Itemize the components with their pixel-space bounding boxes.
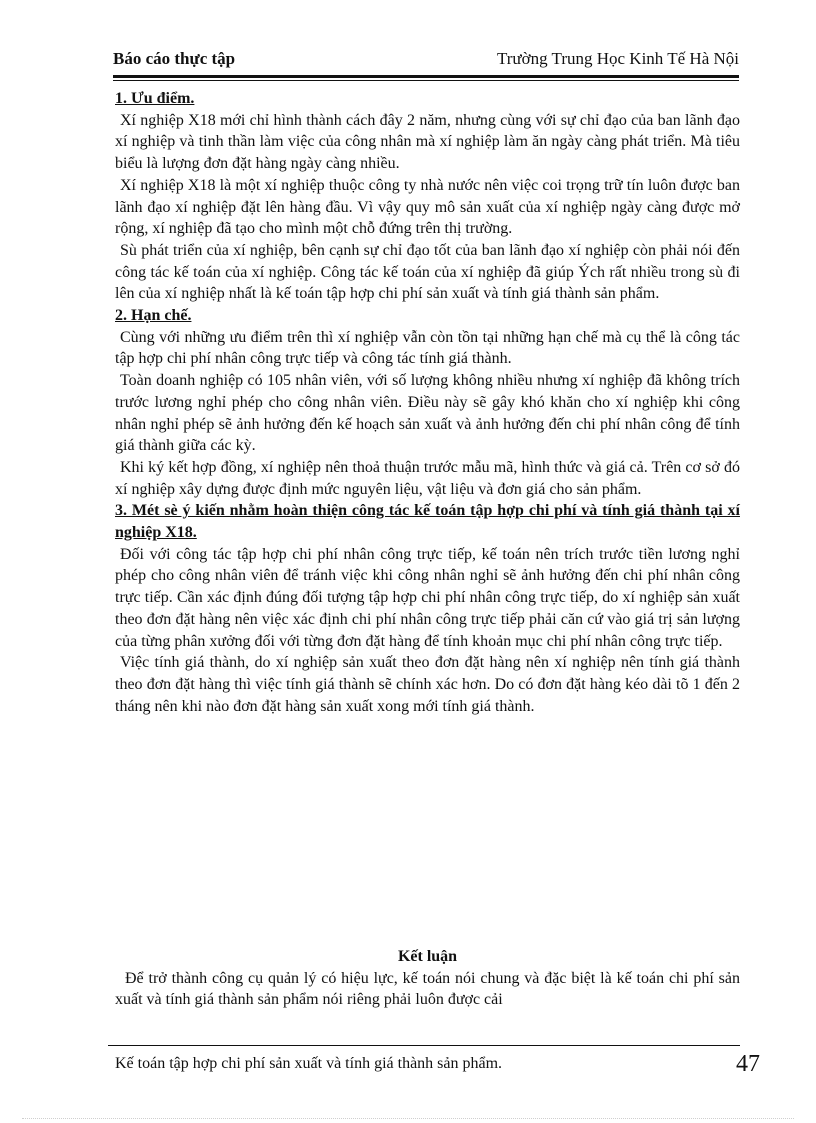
paragraph: Xí nghiệp X18 mới chỉ hình thành cách đây 2 năm, nhưng cùng với sự chỉ đạo của ban lãnh đạo xí nghiệp và tinh thần làm việc của công nhân mà xí nghiệp làm ăn ngày càng phát triển. Mà tiêu biểu là lượng đơn đặt hàng ngày càng nhiều.: [115, 111, 740, 173]
paragraph: Cùng với những ưu điểm trên thì xí nghiệp vẫn còn tồn tại những hạn chế mà cụ thể là công tác tập hợp chi phí nhân công trực tiếp và công tác tính giá thành.: [115, 328, 740, 368]
section-heading-recommendations: 3. Mét sè ý kiến nhằm hoàn thiện công tác kế toán tập hợp chi phí và tính giá thành tại xí nghiệp X18.: [115, 502, 740, 542]
header-report-title: Báo cáo thực tập: [113, 49, 236, 68]
paragraph: Khi ký kết hợp đồng, xí nghiệp nên thoả thuận trước mẫu mã, hình thức và giá cả. Trên cơ sở đó xí nghiệp xây dựng được định mức nguyên liệu, vật liệu và đơn giá cho sản phẩm.: [115, 458, 740, 498]
page-body: [115, 88, 740, 717]
footer-divider: [108, 1045, 740, 1046]
footer-title: Kế toán tập hợp chi phí sản xuất và tính giá thành sản phẩm.: [115, 1055, 503, 1072]
paragraph: Sù phát triển của xí nghiệp, bên cạnh sự chỉ đạo tốt của ban lãnh đạo xí nghiệp còn phải nói đến công tác kế toán của xí nghiệp. Công tác kế toán của xí nghiệp đã giúp Ých rất nhiều trong sù đi lên của xí nghiệp nhất là kế toán tập hợp chi phí sản xuất và tính giá thành sản phẩm.: [115, 241, 740, 303]
header-school-name: Trường Trung Học Kinh Tế Hà Nội: [496, 49, 739, 68]
conclusion-heading: Kết luận: [397, 948, 458, 965]
conclusion-section: [115, 946, 740, 1011]
section-heading-limitations: 2. Hạn chế.: [115, 307, 192, 325]
paragraph: Đối với công tác tập hợp chi phí nhân công trực tiếp, kế toán nên trích trước tiền lương nghỉ phép cho công nhân viên để tránh việc khi công nhân nghỉ sẽ ảnh hưởng đến chi phí nhân công trực tiếp. Cần xác định đúng đối tượng tập hợp chi phí nhân công trực tiếp, do xí nghiệp sản xuất theo đơn đặt hàng nên việc xác định chi phí nhân công trực tiếp phải căn cứ vào giá trị sản lượng của từng phân xưởng đối với từng đơn đặt hàng để tính khoản mục chi phí nhân công trực tiếp.: [115, 545, 740, 650]
page-number: 47: [736, 1051, 760, 1077]
header-divider: [113, 75, 739, 78]
page-edge-dotted-line: [22, 1118, 794, 1119]
paragraph: Toàn doanh nghiệp có 105 nhân viên, với số lượng không nhiều nhưng xí nghiệp đã không trích trước lương nghỉ phép cho công nhân viên. Điều này sẽ gây khó khăn cho xí nghiệp khi công nhân nghỉ phép sẽ ảnh hưởng đến kế hoạch sản xuất và ảnh hưởng đến chi phí nhân công để tính giá thành giữa các kỳ.: [115, 372, 740, 455]
section-heading-advantages: 1. Ưu điểm.: [115, 90, 195, 107]
header-divider-thin: [113, 80, 739, 81]
conclusion-paragraph: Để trở thành công cụ quản lý có hiệu lực, kế toán nói chung và đặc biệt là kế toán chi phí sản xuất và tính giá thành sản phẩm nói riêng phải luôn được cải: [115, 969, 740, 1009]
paragraph: Xí nghiệp X18 là một xí nghiệp thuộc công ty nhà nước nên việc coi trọng trữ tín luôn được ban lãnh đạo xí nghiệp đặt lên hàng đầu. Vì vậy quy mô sản xuất của xí nghiệp ngày càng được mở rộng, xí nghiệp đã tạo cho mình một chỗ đứng trên thị trường.: [115, 176, 740, 238]
page-header: [113, 49, 739, 69]
paragraph: Việc tính giá thành, do xí nghiệp sản xuất theo đơn đặt hàng nên xí nghiệp nên tính giá thành theo đơn đặt hàng thì việc tính giá thành sẽ chính xác hơn. Do có đơn đặt hàng kéo dài tõ 1 đến 2 tháng nên khi nào đơn đặt hàng sản xuất xong mới tính giá thành.: [115, 654, 740, 715]
